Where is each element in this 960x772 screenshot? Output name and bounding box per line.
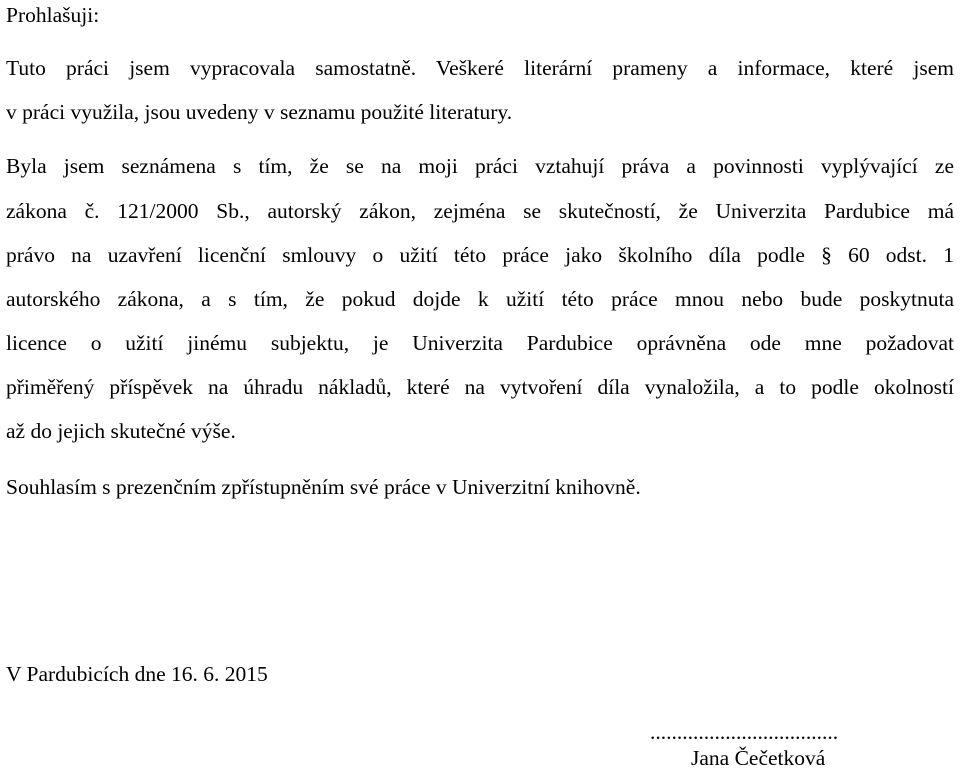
paragraph1-line-2: v práci využila, jsou uvedeny v seznamu použité literatury.	[6, 100, 513, 124]
paragraph1-line-1: Tuto práci jsem vypracovala samostatně. Veškeré literární prameny a informace, které jsem	[6, 56, 954, 80]
paragraph2-line-2: zákona č. 121/2000 Sb., autorský zákon, zejména se skutečností, že Univerzita Pardubice má	[6, 199, 954, 223]
place-date: V Pardubicích dne 16. 6. 2015	[6, 662, 268, 686]
paragraph3-line-1: Souhlasím s prezenčním zpřístupněním své práce v Univerzitní knihovně.	[6, 475, 641, 499]
paragraph2-line-3: právo na uzavření licenční smlouvy o užití této práce jako školního díla podle § 60 odst. 1	[6, 243, 954, 267]
paragraph2-line-6: přiměřený příspěvek na úhradu nákladů, které na vytvoření díla vynaložila, a to podle okolností	[6, 375, 954, 399]
paragraph2-line-4: autorského zákona, a s tím, že pokud dojde k užití této práce mnou nebo bude poskytnuta	[6, 287, 954, 311]
signature-name: Jana Čečetková	[691, 746, 826, 770]
paragraph2-line-7: až do jejich skutečné výše.	[6, 419, 236, 443]
declaration-heading: Prohlašuji:	[6, 3, 100, 27]
paragraph2-line-1: Byla jsem seznámena s tím, že se na moji práci vztahují práva a povinnosti vyplývající ze	[6, 154, 954, 178]
paragraph2-line-5: licence o užití jinému subjektu, je Univerzita Pardubice oprávněna ode mne požadovat	[6, 331, 954, 355]
signature-line: ...................................	[650, 720, 839, 744]
